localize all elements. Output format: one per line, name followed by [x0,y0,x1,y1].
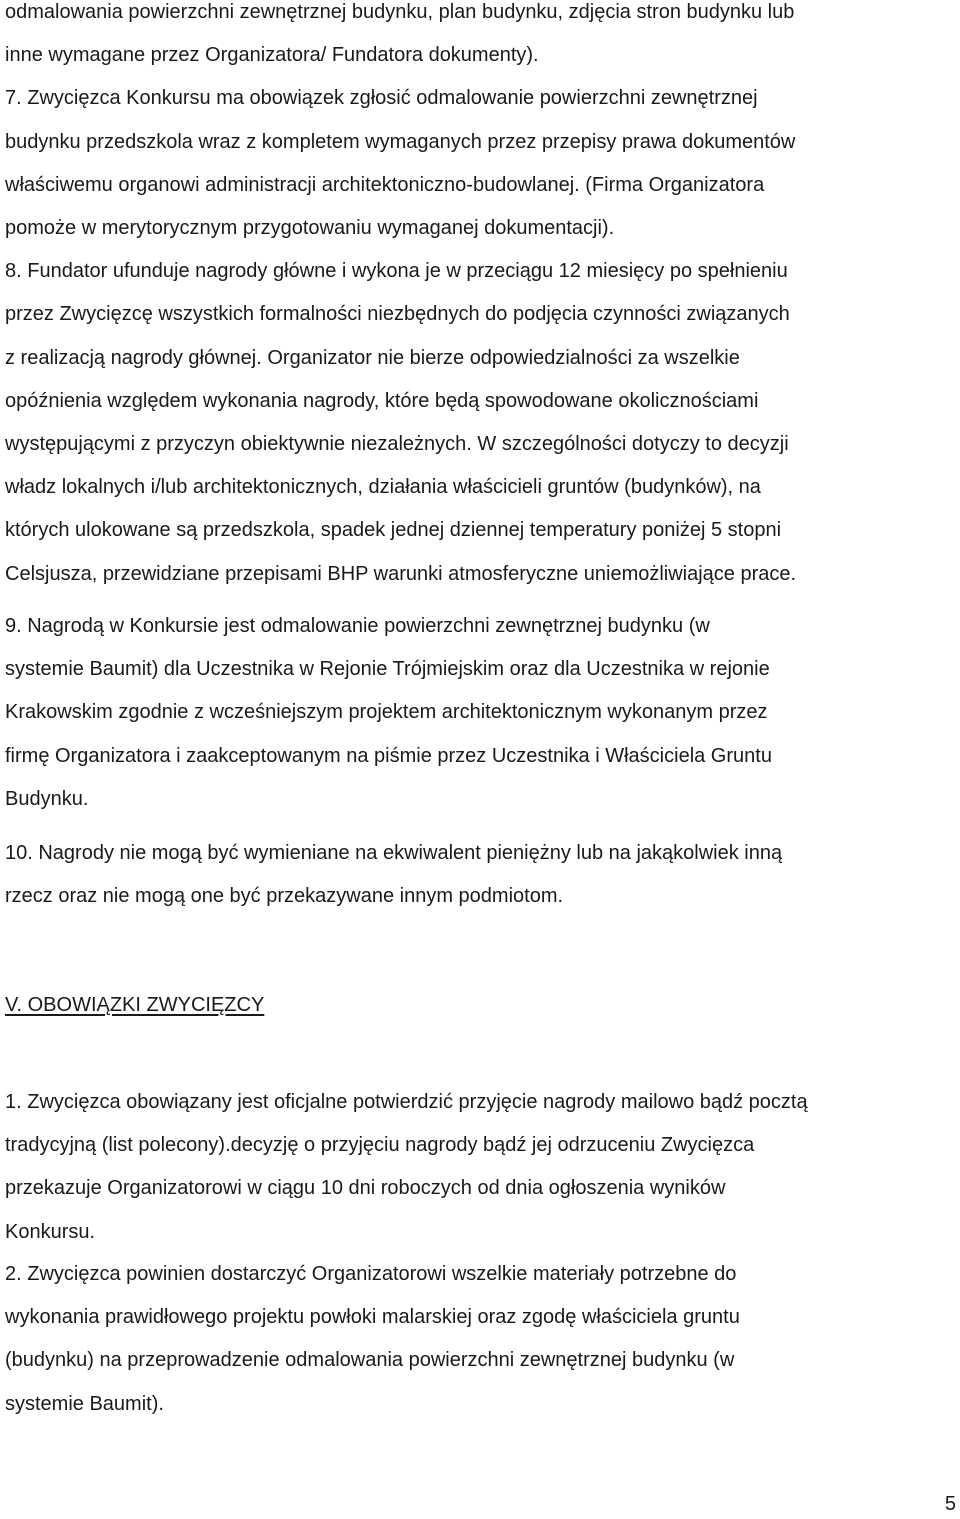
page-number: 5 [944,1493,956,1515]
paragraphs-7-8: odmalowania powierzchni zewnętrznej budynku, plan budynku, zdjęcia stron budynku lub inne wymagane przez Organizatora/ Fundatora dokumenty). 7. Zwycięzca Konkursu ma obowiązek zgłosić odmalowanie powierzchni zewnętrznej budynku przedszkola wraz z kompletem wymaganych przez przepisy prawa dokumentów właściwemu organowi administracji architektoniczno-budowlanej. (Firma Organizatora pomoże w merytorycznym przygotowaniu wymaganej dokumentacji). 8. Fundator ufunduje nagrody główne i wykona je w przeciągu 12 miesięcy po spełnieniu przez Zwycięzcę wszystkich formalności niezbędnych do podjęcia czynności związanych z realizacją nagrody głównej. Organizator nie bierze odpowiedzialności za wszelkie opóźnienia względem wykonania nagrody, które będą spowodowane okolicznościami występującymi z przyczyn obiektywnie niezależnych. W szczególności dotyczy to decyzji władz lokalnych i/lub architektonicznych, działania właścicieli gruntów (budynków), na których ulokowane są przedszkola, spadek jednej dziennej temperatury poniżej 5 stopni Celsjusza, przewidziane przepisami BHP warunki atmosferyczne uniemożliwiające prace. [5,1,797,585]
paragraph-9: 9. Nagrodą w Konkursie jest odmalowanie powierzchni zewnętrznej budynku (w systemie Baumit) dla Uczestnika w Rejonie Trójmiejskim oraz dla Uczestnika w rejonie Krakowskim zgodnie z wcześniejszym projektem architektonicznym wykonanym przez firmę Organizatora i zaakceptowanym na piśmie przez Uczestnika i Właściciela Gruntu Budynku. [5,615,772,810]
section-item-2: 2. Zwycięzca powinien dostarczyć Organizatorowi wszelkie materiały potrzebne do wykonania prawidłowego projektu powłoki malarskiej oraz zgodę właściciela gruntu (budynku) na przeprowadzenie odmalowania powierzchni zewnętrznej budynku (w systemie Baumit). [5,1263,740,1415]
paragraph-10: 10. Nagrody nie mogą być wymieniane na ekwiwalent pieniężny lub na jakąkolwiek inną rzecz oraz nie mogą one być przekazywane innym podmiotom. [5,842,783,908]
section-heading: V. OBOWIĄZKI ZWYCIĘZCY [5,994,265,1016]
section-item-1: 1. Zwycięzca obowiązany jest oficjalne potwierdzić przyjęcie nagrody mailowo bądź pocztą tradycyjną (list polecony).decyzję o przyjęciu nagrody bądź jej odrzuceniu Zwycięzca przekazuje Organizatorowi w ciągu 10 dni roboczych od dnia ogłoszenia wyników Konkursu. [5,1091,808,1243]
